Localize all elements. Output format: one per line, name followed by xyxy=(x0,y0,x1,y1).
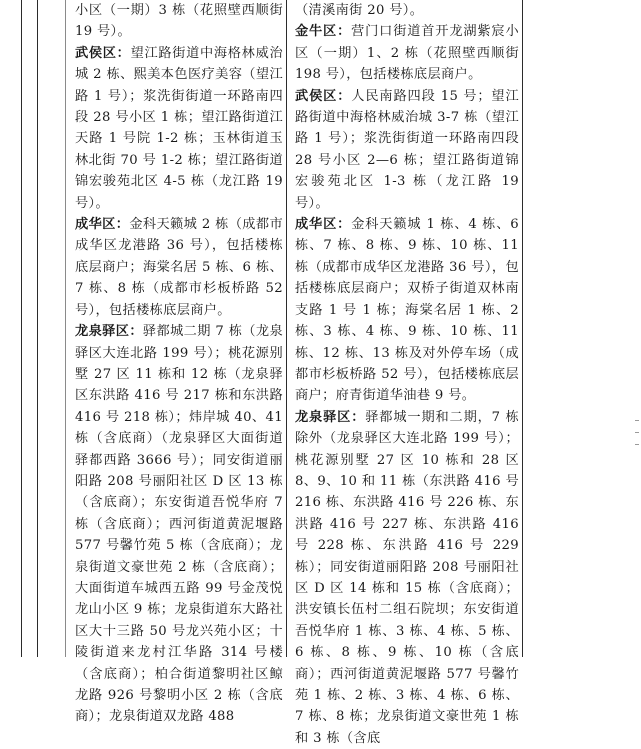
paragraph: 成华区：金科天籁城 2 栋（成都市成华区龙港路 36 号），包括楼栋底层商户；海棠名居 5 栋、6 栋、7 栋、8 栋（成都市杉板桥路 52 号），包括楼栋底层商户。 xyxy=(75,217,283,318)
table-border-inner xyxy=(37,0,38,657)
column-divider xyxy=(286,0,287,657)
paragraph: 武侯区：人民南路四段 15 号；望江路街道中海格林威治城 3-7 栋（望江路 1 号）；浆洗街街道一环路南四段 28 号小区 2—6 栋；望江路街道锦宏骏苑北区 1-3 栋（龙江路 19 号）。 xyxy=(295,88,519,211)
paragraph: 成华区：金科天籁城 1 栋、4 栋、6 栋、7 栋、8 栋、9 栋、10 栋、11 栋（成都市成华区龙港路 36 号），包括楼栋底层商户；双桥子街道双林南支路 1 号 1 栋；海棠名居 1 栋、2 栋、3 栋、4 栋、9 栋、10 栋、11 栋、12 栋、13 栋及对外停车场（成都市杉板桥路 52 号），包括楼栋底层商户；府青街道华油巷 9 号。 xyxy=(295,217,520,404)
district-label: 成华区： xyxy=(75,217,130,233)
right-column xyxy=(295,0,519,749)
district-label: 龙泉驿区： xyxy=(75,324,143,340)
paragraph: 金牛区：营门口街道首开龙湖紫宸小区（一期）1、2 栋（花照壁西顺街 198 号），包括楼栋底层商户。 xyxy=(295,24,519,83)
margin-mark xyxy=(635,444,639,445)
table-border-left xyxy=(21,0,22,657)
table-border-right xyxy=(522,0,523,657)
district-label: 龙泉驿区： xyxy=(295,409,366,425)
paragraph: 武侯区：望江路街道中海格林威治城 2 栋、熙美本色医疗美容（望江路 1 号）；浆洗街街道一环路南四段 28 号小区 1 栋；望江路街道江天路 1 号院 1-2 栋；玉林街道玉林北街 70 号 1-2 栋；望江路街道锦宏骏苑北区 4-5 栋（龙江路 19 号）。 xyxy=(75,45,283,211)
margin-mark xyxy=(635,420,639,421)
margin-mark xyxy=(635,432,639,433)
paragraph: 龙泉驿区：驿都城一期和二期，7 栋除外（龙泉驿区大连北路 199 号）；桃花源别墅 27 区 10 栋和 28 区 8、9、10 和 11 栋（东洪路 416 号 216 栋、东洪路 416 号 226 栋、东洪路 416 号 227 栋、东洪路 416 号 228 栋、东洪路 416 号 229 栋）；同安街道丽阳路 208 号丽阳社区 D 区 14 栋和 15 栋（含底商）；洪安镇长伍村二组石院坝；东安街道吾悦华府 1 栋、3 栋、4 栋、5 栋、6 栋、8 栋、9 栋、10 栋（含底商）；西河街道黄泥堰路 577 号馨竹苑 1 栋、2 栋、3 栋、4 栋、6 栋、7 栋、8 栋；龙泉街道文豪世苑 1 栋和 3 栋（含底 xyxy=(295,409,520,746)
table-divider xyxy=(65,0,66,657)
paragraph: （清溪南街 20 号）。 xyxy=(295,3,424,18)
district-label: 成华区： xyxy=(295,217,352,233)
paragraph: 小区（一期）3 栋（花照壁西顺街 19 号）。 xyxy=(75,3,283,40)
left-column xyxy=(75,0,283,728)
district-label: 武侯区： xyxy=(75,45,131,61)
paragraph: 龙泉驿区：驿都城二期 7 栋（龙泉驿区大连北路 199 号）；桃花源别墅 27 区 11 栋和 12 栋（龙泉驿区东洪路 416 号 217 栋和东洪路 416 号 218 栋）；炜岸城 40、41 栋（含底商）（龙泉驿区大面街道驿都西路 3666 号）；同安街道丽阳路 208 号丽阳社区 D 区 13 栋（含底商）；东安街道吾悦华府 7 栋（含底商）；西河街道黄泥堰路 577 号馨竹苑 5 栋（含底商）；龙泉街道文豪世苑 2 栋（含底商）；大面街道车城西五路 99 号金茂悦龙山小区 9 栋；龙泉街道东大路社区大十三路 50 号龙兴苑小区；十陵街道来龙村江华路 314 号楼（含底商）；柏合街道黎明社区鲸龙路 926 号黎明小区 2 栋（含底商）；龙泉街道双龙路 488 xyxy=(75,324,283,725)
district-label: 金牛区： xyxy=(295,24,352,40)
district-label: 武侯区： xyxy=(295,88,352,104)
